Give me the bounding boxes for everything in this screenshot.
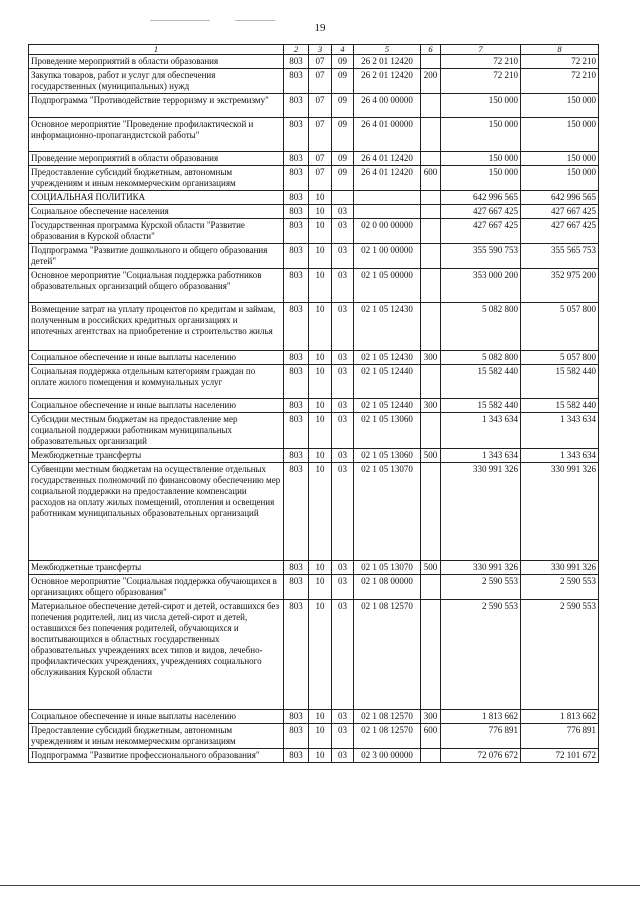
- cell-subsection: 03: [332, 269, 354, 303]
- table-row: [29, 724, 599, 749]
- cell-section: 10: [309, 219, 332, 244]
- cell-target-article: 02 1 08 12570: [354, 600, 421, 710]
- table-row: [29, 449, 599, 463]
- cell-section: 10: [309, 351, 332, 365]
- cell-amount-year2: 1 343 634: [521, 413, 599, 449]
- cell-expense-type: [421, 94, 441, 118]
- cell-ministry-code: 803: [284, 724, 309, 749]
- cell-name: Государственная программа Курской области "Развитие образования в Курской области": [29, 219, 284, 244]
- col-header-expense-type: 6: [421, 45, 441, 55]
- cell-name: Подпрограмма "Противодействие терроризму и экстремизму": [29, 94, 284, 118]
- cell-ministry-code: 803: [284, 463, 309, 561]
- cell-expense-type: [421, 269, 441, 303]
- cell-ministry-code: 803: [284, 749, 309, 763]
- cell-subsection: 03: [332, 749, 354, 763]
- cell-expense-type: [421, 191, 441, 205]
- cell-amount-year2: 72 101 672: [521, 749, 599, 763]
- cell-amount-year1: 150 000: [441, 94, 521, 118]
- cell-subsection: 03: [332, 219, 354, 244]
- cell-section: 10: [309, 749, 332, 763]
- cell-amount-year2: 427 667 425: [521, 205, 599, 219]
- scan-artifact: [150, 20, 210, 21]
- table-row: [29, 575, 599, 600]
- cell-expense-type: 500: [421, 449, 441, 463]
- cell-expense-type: 300: [421, 351, 441, 365]
- cell-amount-year2: 2 590 553: [521, 575, 599, 600]
- table-row: [29, 365, 599, 399]
- cell-amount-year2: 72 210: [521, 55, 599, 69]
- cell-ministry-code: 803: [284, 166, 309, 191]
- cell-amount-year2: 15 582 440: [521, 399, 599, 413]
- cell-ministry-code: 803: [284, 244, 309, 269]
- cell-amount-year1: 150 000: [441, 152, 521, 166]
- cell-ministry-code: 803: [284, 55, 309, 69]
- cell-target-article: 02 1 05 12430: [354, 351, 421, 365]
- cell-amount-year2: 72 210: [521, 69, 599, 94]
- cell-name: Проведение мероприятий в области образования: [29, 55, 284, 69]
- cell-name: Социальная поддержка отдельным категориям граждан по оплате жилого помещения и коммунальных услуг: [29, 365, 284, 399]
- cell-section: 07: [309, 166, 332, 191]
- cell-subsection: 09: [332, 94, 354, 118]
- cell-amount-year2: 352 975 200: [521, 269, 599, 303]
- cell-target-article: 02 1 05 13070: [354, 463, 421, 561]
- cell-subsection: 09: [332, 55, 354, 69]
- cell-target-article: [354, 205, 421, 219]
- cell-name: Межбюджетные трансферты: [29, 449, 284, 463]
- cell-amount-year2: 642 996 565: [521, 191, 599, 205]
- cell-expense-type: [421, 205, 441, 219]
- cell-section: 10: [309, 365, 332, 399]
- cell-expense-type: [421, 244, 441, 269]
- cell-target-article: 02 1 05 12430: [354, 303, 421, 351]
- cell-amount-year2: 355 565 753: [521, 244, 599, 269]
- cell-amount-year1: 15 582 440: [441, 399, 521, 413]
- cell-section: 10: [309, 191, 332, 205]
- cell-name: Материальное обеспечение детей-сирот и детей, оставшихся без попечения родителей, лиц из числа детей-сирот и детей, оставшихся без попечения родителей, обучающихся и воспитывающихся в областных государственных образовательных учреждениях всех типов и видов, лечебно-профилактических учреждениях, учреждениях социального обслуживания Курской области: [29, 600, 284, 710]
- col-header-target-article: 5: [354, 45, 421, 55]
- cell-subsection: 03: [332, 244, 354, 269]
- cell-subsection: 03: [332, 575, 354, 600]
- cell-expense-type: [421, 413, 441, 449]
- table-row: [29, 463, 599, 561]
- cell-section: 10: [309, 269, 332, 303]
- col-header-section: 3: [309, 45, 332, 55]
- cell-name: Социальное обеспечение и иные выплаты населению: [29, 710, 284, 724]
- cell-target-article: 26 2 01 12420: [354, 69, 421, 94]
- cell-target-article: 02 1 08 00000: [354, 575, 421, 600]
- cell-subsection: 03: [332, 399, 354, 413]
- cell-subsection: 09: [332, 152, 354, 166]
- cell-subsection: 03: [332, 365, 354, 399]
- cell-amount-year2: 5 057 800: [521, 303, 599, 351]
- cell-expense-type: [421, 303, 441, 351]
- table-row: [29, 166, 599, 191]
- cell-amount-year1: 72 076 672: [441, 749, 521, 763]
- cell-amount-year2: 2 590 553: [521, 600, 599, 710]
- cell-subsection: 03: [332, 303, 354, 351]
- table-row: [29, 244, 599, 269]
- table-row: [29, 351, 599, 365]
- cell-name: Подпрограмма "Развитие дошкольного и общего образования детей": [29, 244, 284, 269]
- cell-name: Основное мероприятие "Социальная поддержка работников образовательных организаций общего образования": [29, 269, 284, 303]
- bottom-rule: [0, 885, 640, 886]
- cell-subsection: 03: [332, 561, 354, 575]
- cell-section: 07: [309, 118, 332, 152]
- cell-target-article: [354, 191, 421, 205]
- cell-name: Основное мероприятие "Социальная поддержка обучающихся в организациях общего образования": [29, 575, 284, 600]
- cell-amount-year2: 1 813 662: [521, 710, 599, 724]
- cell-amount-year2: 1 343 634: [521, 449, 599, 463]
- cell-amount-year1: 150 000: [441, 166, 521, 191]
- scan-artifact: [235, 20, 275, 21]
- cell-subsection: 03: [332, 724, 354, 749]
- cell-target-article: 26 2 01 12420: [354, 55, 421, 69]
- cell-subsection: 03: [332, 463, 354, 561]
- cell-ministry-code: 803: [284, 303, 309, 351]
- cell-name: Социальное обеспечение населения: [29, 205, 284, 219]
- cell-subsection: 03: [332, 710, 354, 724]
- col-header-name: 1: [29, 45, 284, 55]
- cell-section: 10: [309, 449, 332, 463]
- cell-section: 10: [309, 575, 332, 600]
- cell-amount-year2: 330 991 326: [521, 463, 599, 561]
- col-header-ministry: 2: [284, 45, 309, 55]
- cell-name: Социальное обеспечение и иные выплаты населению: [29, 351, 284, 365]
- cell-amount-year1: 2 590 553: [441, 575, 521, 600]
- table-row: [29, 55, 599, 69]
- cell-amount-year1: 15 582 440: [441, 365, 521, 399]
- cell-subsection: 09: [332, 166, 354, 191]
- cell-amount-year2: 330 991 326: [521, 561, 599, 575]
- cell-expense-type: [421, 219, 441, 244]
- budget-table: [28, 44, 599, 763]
- col-header-amount-year2: 8: [521, 45, 599, 55]
- cell-expense-type: [421, 463, 441, 561]
- cell-subsection: 03: [332, 449, 354, 463]
- col-header-subsection: 4: [332, 45, 354, 55]
- cell-expense-type: [421, 749, 441, 763]
- cell-ministry-code: 803: [284, 575, 309, 600]
- cell-name: Межбюджетные трансферты: [29, 561, 284, 575]
- cell-section: 10: [309, 710, 332, 724]
- table-row: [29, 269, 599, 303]
- cell-amount-year1: 5 082 800: [441, 303, 521, 351]
- page-number: 19: [314, 22, 326, 34]
- cell-amount-year1: 1 343 634: [441, 413, 521, 449]
- table-row: [29, 749, 599, 763]
- table-row: [29, 118, 599, 152]
- cell-name: Предоставление субсидий бюджетным, автономным учреждениям и иным некоммерческим организациям: [29, 166, 284, 191]
- cell-amount-year2: 5 057 800: [521, 351, 599, 365]
- cell-subsection: [332, 191, 354, 205]
- cell-amount-year2: 15 582 440: [521, 365, 599, 399]
- cell-target-article: 02 1 05 12440: [354, 399, 421, 413]
- table-row: [29, 600, 599, 710]
- cell-target-article: 02 1 00 00000: [354, 244, 421, 269]
- cell-expense-type: 600: [421, 724, 441, 749]
- cell-name: Возмещение затрат на уплату процентов по кредитам и займам, полученным в российских кредитных организациях и ипотечных агентствах на приобретение и строительство жилья: [29, 303, 284, 351]
- col-header-amount-year1: 7: [441, 45, 521, 55]
- cell-target-article: 02 1 05 13060: [354, 413, 421, 449]
- table-row: [29, 205, 599, 219]
- cell-expense-type: 500: [421, 561, 441, 575]
- cell-name: Проведение мероприятий в области образования: [29, 152, 284, 166]
- cell-amount-year2: 150 000: [521, 118, 599, 152]
- cell-ministry-code: 803: [284, 600, 309, 710]
- cell-expense-type: [421, 55, 441, 69]
- cell-amount-year2: 150 000: [521, 166, 599, 191]
- cell-ministry-code: 803: [284, 351, 309, 365]
- cell-ministry-code: 803: [284, 94, 309, 118]
- table-row: [29, 152, 599, 166]
- cell-ministry-code: 803: [284, 205, 309, 219]
- table-row: [29, 399, 599, 413]
- cell-section: 07: [309, 69, 332, 94]
- cell-ministry-code: 803: [284, 118, 309, 152]
- cell-section: 10: [309, 205, 332, 219]
- cell-section: 10: [309, 399, 332, 413]
- cell-ministry-code: 803: [284, 219, 309, 244]
- cell-section: 10: [309, 303, 332, 351]
- cell-amount-year2: 427 667 425: [521, 219, 599, 244]
- cell-name: Социальное обеспечение и иные выплаты населению: [29, 399, 284, 413]
- cell-subsection: 09: [332, 118, 354, 152]
- cell-target-article: 02 1 05 12440: [354, 365, 421, 399]
- cell-name: Подпрограмма "Развитие профессионального образования": [29, 749, 284, 763]
- cell-amount-year1: 72 210: [441, 69, 521, 94]
- cell-amount-year1: 1 813 662: [441, 710, 521, 724]
- cell-subsection: 03: [332, 600, 354, 710]
- cell-expense-type: 300: [421, 399, 441, 413]
- cell-amount-year1: 330 991 326: [441, 463, 521, 561]
- cell-ministry-code: 803: [284, 69, 309, 94]
- table-row: [29, 303, 599, 351]
- cell-expense-type: [421, 118, 441, 152]
- cell-ministry-code: 803: [284, 710, 309, 724]
- table-row: [29, 561, 599, 575]
- header-row: [29, 45, 599, 55]
- cell-ministry-code: 803: [284, 449, 309, 463]
- cell-name: Основное мероприятие "Проведение профилактической и информационно-пропагандистской работы": [29, 118, 284, 152]
- table-row: [29, 219, 599, 244]
- table-row: [29, 710, 599, 724]
- cell-name: Субвенции местным бюджетам на осуществление отдельных государственных полномочий по финансовому обеспечению мер социальной поддержки на предоставление компенсации расходов на оплату жилых помещений, отопления и освещения работникам муниципальных образовательных организаций: [29, 463, 284, 561]
- cell-name: Субсидии местным бюджетам на предоставление мер социальной поддержки работникам муниципальных образовательных организаций: [29, 413, 284, 449]
- cell-target-article: 02 0 00 00000: [354, 219, 421, 244]
- cell-amount-year2: 776 891: [521, 724, 599, 749]
- cell-section: 07: [309, 55, 332, 69]
- cell-amount-year1: 5 082 800: [441, 351, 521, 365]
- cell-target-article: 02 1 05 13060: [354, 449, 421, 463]
- cell-amount-year1: 355 590 753: [441, 244, 521, 269]
- cell-ministry-code: 803: [284, 399, 309, 413]
- cell-name: СОЦИАЛЬНАЯ ПОЛИТИКА: [29, 191, 284, 205]
- cell-amount-year2: 150 000: [521, 152, 599, 166]
- cell-amount-year1: 330 991 326: [441, 561, 521, 575]
- cell-ministry-code: 803: [284, 191, 309, 205]
- cell-expense-type: 600: [421, 166, 441, 191]
- cell-amount-year1: 353 000 200: [441, 269, 521, 303]
- table-row: [29, 94, 599, 118]
- cell-ministry-code: 803: [284, 413, 309, 449]
- cell-amount-year1: 150 000: [441, 118, 521, 152]
- cell-target-article: 02 3 00 00000: [354, 749, 421, 763]
- cell-amount-year1: 776 891: [441, 724, 521, 749]
- cell-ministry-code: 803: [284, 152, 309, 166]
- cell-target-article: 26 4 00 00000: [354, 94, 421, 118]
- cell-amount-year1: 72 210: [441, 55, 521, 69]
- table-row: [29, 191, 599, 205]
- cell-subsection: 03: [332, 351, 354, 365]
- cell-expense-type: [421, 365, 441, 399]
- cell-target-article: 02 1 05 00000: [354, 269, 421, 303]
- cell-target-article: 26 4 01 12420: [354, 152, 421, 166]
- cell-section: 10: [309, 600, 332, 710]
- cell-expense-type: 200: [421, 69, 441, 94]
- cell-target-article: 02 1 08 12570: [354, 724, 421, 749]
- cell-subsection: 09: [332, 69, 354, 94]
- cell-target-article: 26 4 01 00000: [354, 118, 421, 152]
- cell-amount-year1: 427 667 425: [441, 205, 521, 219]
- cell-amount-year1: 1 343 634: [441, 449, 521, 463]
- cell-ministry-code: 803: [284, 269, 309, 303]
- cell-amount-year1: 642 996 565: [441, 191, 521, 205]
- cell-section: 10: [309, 724, 332, 749]
- cell-section: 07: [309, 152, 332, 166]
- cell-section: 10: [309, 413, 332, 449]
- cell-ministry-code: 803: [284, 561, 309, 575]
- cell-amount-year2: 150 000: [521, 94, 599, 118]
- cell-section: 10: [309, 561, 332, 575]
- cell-target-article: 26 4 01 12420: [354, 166, 421, 191]
- cell-amount-year1: 2 590 553: [441, 600, 521, 710]
- cell-ministry-code: 803: [284, 365, 309, 399]
- cell-section: 10: [309, 244, 332, 269]
- cell-target-article: 02 1 08 12570: [354, 710, 421, 724]
- cell-name: Предоставление субсидий бюджетным, автономным учреждениям и иным некоммерческим организациям: [29, 724, 284, 749]
- table-row: [29, 413, 599, 449]
- cell-section: 07: [309, 94, 332, 118]
- cell-amount-year1: 427 667 425: [441, 219, 521, 244]
- cell-name: Закупка товаров, работ и услуг для обеспечения государственных (муниципальных) нужд: [29, 69, 284, 94]
- cell-expense-type: [421, 152, 441, 166]
- cell-target-article: 02 1 05 13070: [354, 561, 421, 575]
- table-row: [29, 69, 599, 94]
- cell-expense-type: [421, 575, 441, 600]
- cell-subsection: 03: [332, 205, 354, 219]
- cell-expense-type: [421, 600, 441, 710]
- cell-section: 10: [309, 463, 332, 561]
- cell-expense-type: 300: [421, 710, 441, 724]
- cell-subsection: 03: [332, 413, 354, 449]
